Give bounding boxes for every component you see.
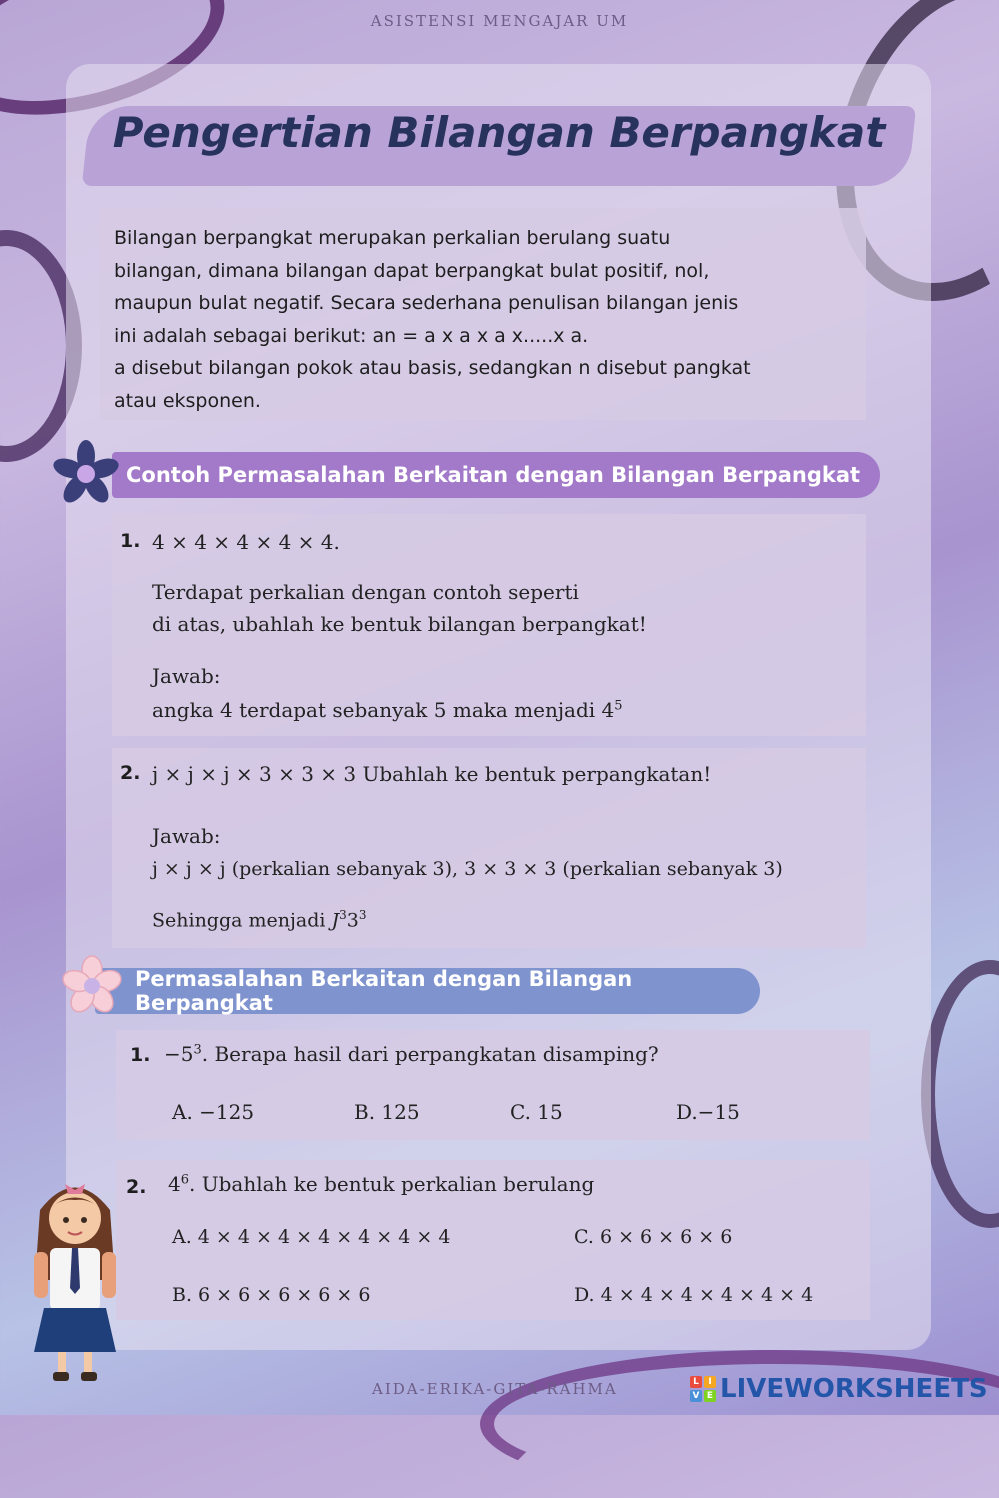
result-exponent: 3 [339, 908, 347, 922]
option-d[interactable]: D. 4 × 4 × 4 × 4 × 4 × 4 [574, 1284, 814, 1306]
answer-text [152, 698, 623, 722]
problem-text: . Ubahlah ke bentuk perkalian berulang [189, 1172, 595, 1196]
intro-text [114, 222, 852, 417]
answer-exponent: 5 [614, 698, 623, 714]
intro-line: atau eksponen. [114, 389, 261, 412]
logo-letter: I [704, 1376, 716, 1388]
decor-swirl [921, 960, 999, 1228]
option-a[interactable]: A. −125 [172, 1100, 255, 1124]
answer-label: Jawab: [152, 664, 221, 688]
intro-line: bilangan, dimana bilangan dapat berpangkat bulat positif, nol, [114, 259, 710, 282]
intro-line: a disebut bilangan pokok atau basis, sedangkan n disebut pangkat [114, 357, 751, 379]
liveworksheets-logo-icon [690, 1376, 716, 1402]
problem-base: 4 [168, 1172, 181, 1196]
section-banner-examples [112, 452, 880, 498]
logo-letter: E [704, 1390, 716, 1402]
problem-text: . Berapa hasil dari perpangkatan disamping? [201, 1042, 659, 1066]
section-title: Contoh Permasalahan Berkaitan dengan Bilangan Berpangkat [126, 463, 861, 487]
answer-label: Jawab: [152, 824, 221, 848]
result-base: 3 [346, 909, 359, 932]
answer-body: angka 4 terdapat sebanyak 5 maka menjadi 4 [152, 698, 615, 722]
example-text: di atas, ubahlah ke bentuk bilangan berpangkat! [152, 612, 647, 636]
answer-result [152, 908, 367, 931]
option-c[interactable]: C. 6 × 6 × 6 × 6 [574, 1226, 733, 1248]
example-card-2 [112, 748, 866, 948]
problem-exponent: 3 [193, 1042, 202, 1058]
flower-icon [52, 440, 120, 508]
section-banner-problems [95, 968, 760, 1014]
problem-question [168, 1172, 594, 1196]
problem-card-1 [116, 1030, 870, 1140]
option-d[interactable]: D.−15 [676, 1100, 740, 1124]
option-b[interactable]: B. 6 × 6 × 6 × 6 × 6 [172, 1284, 371, 1306]
section-title: Permasalahan Berkaitan dengan Bilangan Berpangkat [135, 967, 633, 1015]
example-number: 2. [120, 762, 141, 784]
liveworksheets-logo [690, 1374, 988, 1404]
liveworksheets-brand: LIVEWORKSHEETS [720, 1374, 988, 1404]
flower-icon [60, 955, 124, 1017]
intro-line: ini adalah sebagai berikut: an = a x a x a x.....x a. [114, 324, 589, 347]
problem-number: 1. [130, 1044, 151, 1066]
problem-number: 2. [126, 1176, 147, 1198]
result-exponent: 3 [358, 908, 367, 922]
result-base: J [331, 909, 340, 932]
intro-box [100, 208, 866, 420]
problem-exponent: 6 [180, 1172, 190, 1188]
result-prefix: Sehingga menjadi [152, 909, 332, 932]
intro-line: maupun bulat negatif. Secara sederhana penulisan bilangan jenis [114, 292, 739, 314]
student-girl-illustration [20, 1170, 130, 1385]
example-number: 1. [120, 530, 141, 552]
example-expression: 4 × 4 × 4 × 4 × 4. [152, 530, 340, 554]
page-title: Pengertian Bilangan Berpangkat [112, 108, 886, 157]
logo-letter: V [690, 1390, 702, 1402]
answer-text: j × j × j (perkalian sebanyak 3), 3 × 3 × 3 (perkalian sebanyak 3) [152, 858, 783, 880]
example-expression: j × j × j × 3 × 3 × 3 Ubahlah ke bentuk perpangkatan! [152, 762, 712, 786]
example-card-1 [112, 514, 866, 736]
problem-card-2 [116, 1160, 870, 1320]
example-text: Terdapat perkalian dengan contoh seperti [152, 580, 579, 604]
option-c[interactable]: C. 15 [510, 1100, 563, 1124]
footer-authors: AIDA-ERIKA-GITA-RAHMA [372, 1380, 618, 1398]
decor-swirl [480, 1350, 999, 1498]
logo-letter: L [690, 1376, 702, 1388]
header-label: ASISTENSI MENGAJAR UM [370, 12, 629, 30]
option-a[interactable]: A. 4 × 4 × 4 × 4 × 4 × 4 × 4 [172, 1226, 451, 1248]
problem-question [164, 1042, 659, 1066]
option-b[interactable]: B. 125 [354, 1100, 420, 1124]
problem-base: −5 [164, 1042, 194, 1066]
intro-line: Bilangan berpangkat merupakan perkalian berulang suatu [114, 227, 671, 249]
